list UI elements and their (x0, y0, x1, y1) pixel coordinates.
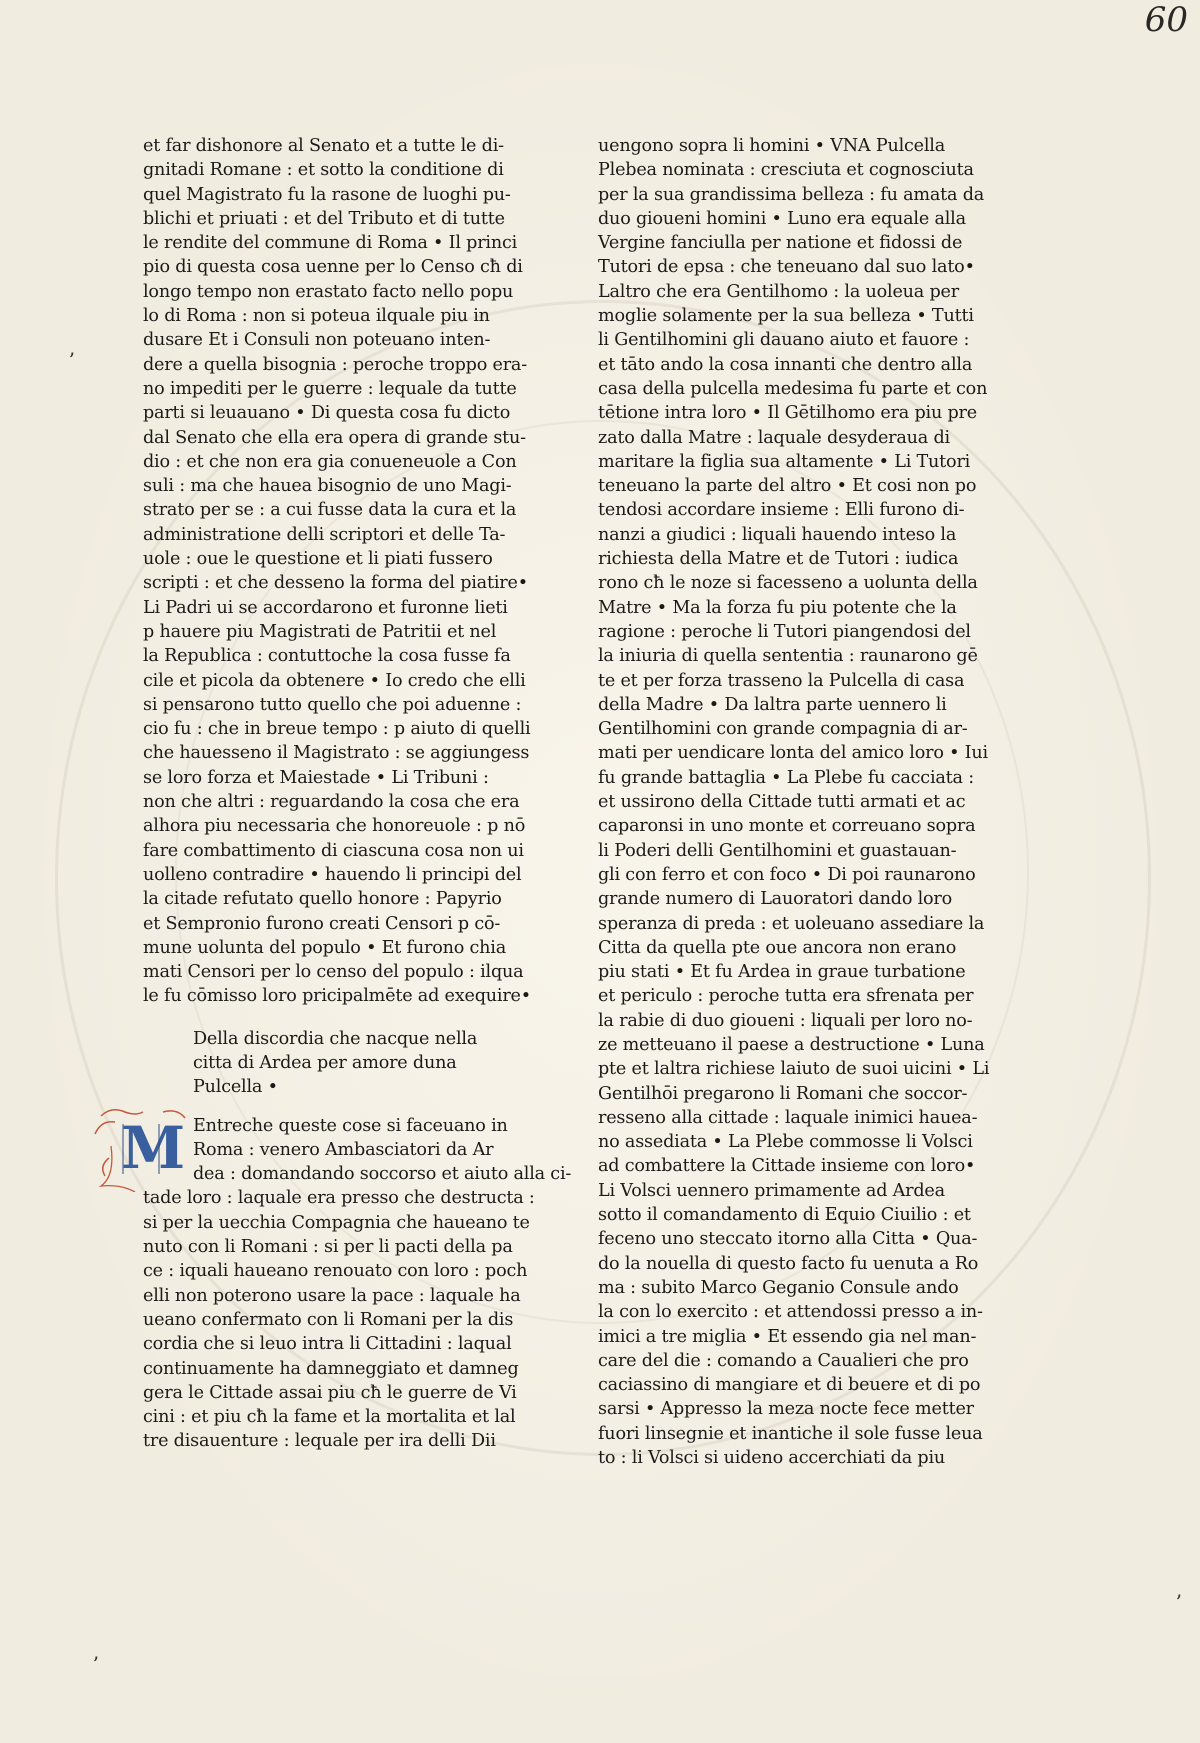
text-line: cile et picola da obtenere • Io credo che elli (143, 670, 526, 691)
text-line: dere a quella bisognia : peroche troppo era- (143, 354, 527, 375)
text-line: feceno uno steccato itorno alla Citta • Qua- (598, 1229, 978, 1250)
text-line: Tutori de epsa : che teneuano dal suo lato• (598, 257, 975, 278)
text-line: te et per forza trasseno la Pulcella di casa (598, 670, 965, 691)
text-line: si pensarono tutto quello che poi aduenne : (143, 694, 522, 715)
text-line: p hauere piu Magistrati de Patritii et nel (143, 621, 497, 642)
text-line: speranza di preda : et uoleuano assediare la (598, 913, 985, 934)
text-line: cini : et piu cħ la fame et la mortalita et lal (143, 1407, 516, 1428)
text-line: gnitadi Romane : et sotto la conditione di (143, 160, 504, 181)
text-line: Roma : venero Ambasciatori da Ar (193, 1139, 494, 1160)
text-line: Della discordia che nacque nella (193, 1028, 478, 1049)
text-line: tade loro : laquale era presso che destructa : (143, 1188, 535, 1209)
text-line: cordia che si leuo intra li Cittadini : laqual (143, 1334, 512, 1355)
text-line: li Poderi delli Gentilhomini et guastauan- (598, 840, 957, 861)
text-line: gera le Cittade assai piu cħ le guerre de Vi (143, 1382, 517, 1403)
text-line: se loro forza et Maiestade • Li Tribuni : (143, 767, 489, 788)
text-line: alhora piu necessaria che honoreuole : p nō (143, 816, 526, 837)
text-line: non che altri : reguardando la cosa che era (143, 792, 520, 813)
text-line: mati Censori per lo censo del populo : ilqua (143, 962, 524, 983)
initial-letter: M (121, 1113, 186, 1182)
text-line: tendosi accordare insieme : Elli furono di- (598, 500, 965, 521)
text-line: zato dalla Matre : laquale desyderaua di (598, 427, 950, 448)
text-line: casa della pulcella medesima fu parte et con (598, 378, 988, 399)
text-line: dusare Et i Consuli non poteuano inten- (143, 330, 491, 351)
text-line: citta di Ardea per amore duna (193, 1052, 457, 1073)
text-line: uengono sopra li homini • VNA Pulcella (598, 136, 946, 156)
text-line: la con lo exercito : et attendossi presso a in- (598, 1302, 983, 1323)
text-line: la Republica : contuttoche la cosa fusse fa (143, 646, 511, 667)
text-line: la citade refutato quello honore : Papyrio (143, 889, 502, 910)
left-column-text-top (143, 134, 531, 1009)
text-line: fare combattimento di ciascuna cosa non ui (143, 840, 524, 861)
text-line: moglie solamente per la sua belleza • Tutti (598, 306, 974, 327)
text-line: dio : et che non era gia conueneuole a Con (143, 451, 517, 472)
text-line: la iniuria di quella sententia : raunarono gē (598, 646, 978, 667)
text-line: mati per uendicare lonta del amico loro • Iui (598, 743, 988, 764)
text-line: che hauesseno il Magistrato : se aggiungess (143, 743, 530, 764)
text-line: ueano confermato con li Romani per la dis (143, 1309, 514, 1330)
text-line: Vergine fanciulla per natione et fidossi de (598, 233, 963, 254)
text-line: si per la uecchia Compagnia che haueano te (143, 1212, 530, 1233)
text-line: sotto il comandamento di Equio Ciuilio : et (598, 1205, 971, 1226)
left-column-paragraph (121, 1113, 572, 1454)
text-line: duo giouenі homini • Luno era equale alla (598, 208, 966, 229)
text-line: no assediata • La Plebe commosse li Volsci (598, 1132, 973, 1153)
text-line: Matre • Ma la forza fu piu potente che la (598, 597, 957, 618)
text-line: grande numero di Lauoratori dando loro (598, 889, 953, 910)
text-line: lo di Roma : non si poteua ilquale piu in (143, 306, 490, 327)
text-line: to : li Volsci si uideno accerchiati da piu (598, 1448, 946, 1469)
text-line: Citta da quella pte oue ancora non erano (598, 937, 957, 958)
text-line: elli non poterono usare la pace : laquale ha (143, 1285, 521, 1306)
text-line: richiesta della Matre et de Tutori : iudica (598, 549, 959, 570)
text-line: parti si leuauano • Di questa cosa fu dicto (143, 403, 511, 424)
text-line: la rabie di duo giouenі : liquali per loro no- (598, 1010, 973, 1031)
text-line: della Madre • Da laltra parte uennero li (598, 694, 947, 715)
text-line: per la sua grandissima belleza : fu amata da (598, 184, 985, 205)
text-line: ad combattere la Cittade insieme con loro• (598, 1156, 976, 1177)
folio-number: 60 (1144, 0, 1188, 40)
text-line: Li Volsci uennero primamente ad Ardea (598, 1180, 945, 1201)
text-line: strato per se : a cui fusse data la cura et la (143, 500, 517, 521)
text-line: resseno alla cittade : laquale inimici hauea- (598, 1107, 978, 1128)
text-line: Pulcella • (193, 1077, 278, 1098)
text-line: dal Senato che ella era opera di grande stu- (143, 427, 526, 448)
text-line: Plebea nominata : cresciuta et cognosciuta (598, 160, 974, 181)
text-line: Gentilhomini con grande compagnia di ar- (598, 719, 968, 740)
text-line: pio di questa cosa uenne per lo Censo cħ di (143, 257, 523, 278)
text-line: li Gentilhomini gli dauano aiuto et fauore : (598, 330, 970, 351)
right-column-text (598, 134, 990, 1470)
text-line: dea : domandando soccorso et aiuto alla ci- (193, 1164, 572, 1185)
margin-mark: ʼ (1175, 1590, 1182, 1614)
text-line: ragione : peroche li Tutori piangendosi del (598, 621, 971, 642)
text-line: quel Magistrato fu la rasone de luoghi pu- (143, 184, 511, 205)
text-line: no impediti per le guerre : lequale da tutte (143, 378, 517, 399)
text-line: sarsi • Appresso la meza nocte fece metter (598, 1399, 974, 1420)
text-line: ze metteuano il paese a destructione • Luna (598, 1034, 985, 1055)
text-line: imici a tre miglia • Et essendo gia nel man- (598, 1326, 977, 1347)
text-line: et far dishonore al Senato et a tutte le di- (143, 136, 504, 156)
text-line: maritare la figlia sua altamente • Li Tutori (598, 451, 971, 472)
text-line: nuto con li Romani : si per li pacti della pa (143, 1237, 513, 1258)
text-line: teneuano la parte del altro • Et cosi non po (598, 476, 977, 497)
text-line: le rendite del commune di Roma • Il princi (143, 233, 518, 254)
text-line: ma : subito Marco Geganio Consule ando (598, 1277, 959, 1298)
text-line: caciassino di mangiare et di beuere et di po (598, 1375, 981, 1396)
text-line: longo tempo non erastato facto nello popu (143, 281, 514, 302)
margin-mark: ʼ (68, 348, 75, 372)
text-line: et ussirono della Cittade tutti armati et ac (598, 792, 966, 813)
text-line: fuori linsegnie et inantiche il sole fusse leua (598, 1423, 983, 1444)
text-line: rono cħ le noze si facesseno a uolunta della (598, 573, 978, 594)
text-line: suli : ma che hauea bisognio de uno Magi- (143, 476, 512, 497)
text-line: gli con ferro et con foco • Di poi raunarono (598, 864, 976, 885)
text-line: et Sempronio furono creati Censori p cō- (143, 913, 501, 934)
text-line: caparonsi in uno monte et correuano sopra (598, 816, 976, 837)
text-line: le fu cōmisso loro pricipalmēte ad exequire• (143, 986, 531, 1007)
margin-mark: ʼ (92, 1652, 99, 1676)
text-line: do la nouella di questo facto fu uenuta a Ro (598, 1253, 979, 1274)
text-line: blichi et priuati : et del Tributo et di tutte (143, 208, 505, 229)
text-line: et periculo : peroche tutta era sfrenata per (598, 986, 974, 1007)
text-line: tre disauenture : lequale per ira delli Dii (143, 1431, 496, 1452)
text-line: et tāto ando la cosa innanti che dentro alla (598, 354, 973, 375)
text-line: continuamente ha damneggiato et damneg (143, 1358, 519, 1379)
illuminated-initial (93, 1106, 197, 1192)
text-line: uole : oue le questione et li piati fussero (143, 549, 493, 570)
text-line: Entreche queste cose si faceuano in (193, 1115, 508, 1136)
text-line: uolleno contradire • hauendo li principi del (143, 864, 522, 885)
left-column-text-bottom (143, 1114, 572, 1454)
left-column (121, 134, 572, 1454)
text-line: Li Padri ui se accordarono et furonne lieti (143, 597, 508, 618)
text-line: pte et laltra richiese laiuto de suoi uicini • Li (598, 1059, 990, 1080)
text-line: scripti : et che desseno la forma del piatire• (143, 573, 528, 594)
text-line: fu grande battaglia • La Plebe fu cacciata : (598, 767, 974, 788)
text-line: cio fu : che in breue tempo : p aiuto di quelli (143, 719, 531, 740)
text-line: administratione delli scriptori et delle Ta- (143, 524, 506, 545)
text-line: care del die : comando a Caualieri che pro (598, 1350, 969, 1371)
text-line: Gentilhōi pregarono li Romani che soccor- (598, 1083, 968, 1104)
text-line: nanzi a giudici : liquali hauendo inteso la (598, 524, 957, 545)
text-line: tētione intra loro • Il Gētilhomo era piu pre (598, 403, 977, 424)
text-line: Laltro che era Gentilhomo : la uoleua per (598, 281, 959, 302)
chapter-heading (193, 1027, 503, 1100)
right-column (598, 134, 990, 1470)
text-line: ce : iquali haueano renouato con loro : poch (143, 1261, 528, 1282)
text-line: mune uolunta del populo • Et furono chia (143, 937, 507, 958)
text-line: piu stati • Et fu Ardea in graue turbatione (598, 962, 966, 983)
